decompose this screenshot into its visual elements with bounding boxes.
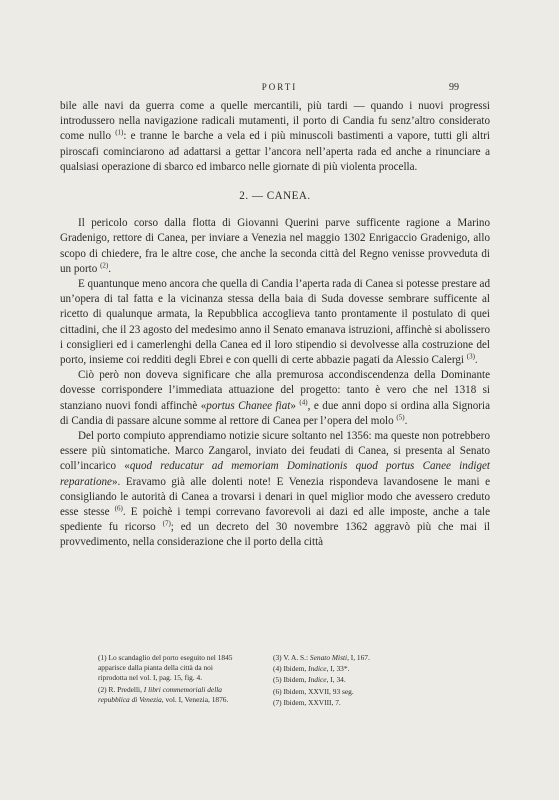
footnote-7 bbox=[273, 698, 473, 708]
footnote-mark: (7) bbox=[273, 697, 282, 707]
footnote-1 bbox=[98, 653, 233, 684]
footnote-ref: (4) bbox=[299, 397, 308, 406]
footnote-text: , I, 167. bbox=[347, 653, 370, 662]
footnote-text: , vol. I, Venezia, 1876. bbox=[161, 694, 229, 704]
footnote-ref: (2) bbox=[100, 261, 109, 270]
footnote-title: Indice bbox=[308, 664, 327, 674]
footnote-title: Senato Misti bbox=[309, 653, 348, 662]
paragraph-text: Ciò però non doveva significare che alla premurosa accondiscendenza della Dominante dovesse corrispondere l’immediata attuazione del progetto: tanto è vero che nel 1318 si stanziano nuovi fondi affinchè « bbox=[60, 369, 490, 412]
footnote-text: Ibidem, bbox=[283, 675, 309, 685]
footnote-text: , I, 34. bbox=[326, 675, 346, 685]
footnote-title: I libri commemoriali della repubblica di Venezia bbox=[98, 684, 223, 704]
paragraph-1 bbox=[60, 99, 490, 175]
footnote-text: Lo scandaglio del porto eseguito nel 1845 apparisce dalla pianta della città da noi riprodotta nel vol. I, pag. 15, fig. 4. bbox=[98, 653, 233, 683]
footnote-3 bbox=[273, 653, 473, 663]
paragraph-4 bbox=[60, 368, 490, 429]
page-number: 99 bbox=[449, 82, 459, 93]
footnote-text: , I, 33*. bbox=[326, 664, 350, 674]
paragraph-text: . bbox=[404, 414, 408, 427]
paragraph-text: ; ed un decreto del 30 novembre 1362 aggravò più che mai il provvedimento, nella considerazione che il porto della città bbox=[60, 521, 490, 549]
footnotes-right-column bbox=[273, 653, 473, 708]
footnote-mark: (3) bbox=[273, 653, 282, 662]
footnote-ref: (3) bbox=[466, 352, 475, 361]
paragraph-text: . bbox=[474, 354, 478, 367]
paragraph-text: E quantunque meno ancora che quella di Candia l’aperta rada di Canea si potesse prestare ad un’opera di tal fatta e la vicinanza stessa della baia di Suda dovesse sembrare sufficente al ricetto di qualunque armata, la Repubblica accoglieva tanto prontamente il postulato di quei cittadini, che il 23 agosto del medesimo anno il Senato emanava istruzioni, affinchè si abolissero i consiglieri ed i camerlenghi della Canea ed il loro stipendio si devolvesse alla costruzione del porto, insieme coi redditi degli Ebrei e con quelli di certe abbazie pagati da Alessio Calergi bbox=[60, 278, 490, 367]
paragraph-text: , e due anni dopo si ordina alla Signoria di Candia di passare alcune somme al rettore di Canea per l’opera del molo bbox=[60, 399, 490, 427]
footnote-mark: (1) bbox=[98, 653, 107, 662]
footnote-mark: (5) bbox=[273, 675, 282, 685]
footnote-ref: (5) bbox=[396, 413, 405, 422]
paragraph-3 bbox=[60, 277, 490, 368]
footnote-ref: (1) bbox=[115, 128, 124, 137]
footnote-mark: (6) bbox=[273, 686, 282, 696]
footnote-4 bbox=[273, 664, 473, 674]
footnote-5 bbox=[273, 675, 473, 685]
paragraph-text: Il pericolo corso dalla flotta di Giovanni Querini parve sufficente ragione a Marino Gradenigo, rettore di Canea, per inviare a Venezia nel maggio 1302 Enrigaccio Gradenigo, allo scopo di chiedere, fra le altre cose, che anche la seconda città del Regno venisse provveduta di un porto bbox=[60, 217, 490, 275]
paragraph-text: . bbox=[108, 262, 112, 275]
running-head bbox=[0, 82, 559, 96]
section-heading: 2. — CANEA. bbox=[239, 190, 311, 203]
footnote-text: Ibidem, bbox=[283, 664, 309, 674]
footnote-text: Ibidem, XXVII, 93 seg. bbox=[283, 686, 354, 696]
paragraph-text: : e tranne le barche a vela ed i più minuscoli bastimenti a vapore, tutti gli altri piroscafi cominciarono ad adattarsi a gettar l’ancora nell’aperta rada ed anche a rinunciare a qualsiasi operazione di sbarco ed imbarco nelle giornate di più violenta procella. bbox=[60, 130, 490, 173]
paragraph-text: Del porto compiuto apprendiamo notizie sicure soltanto nel 1356: ma queste non potrebbero essere più sintomatiche. Marco Zangarol, inviato dei feudati di Canea, si presenta al Senato coll’incarico « bbox=[60, 430, 490, 473]
footnote-mark: (4) bbox=[273, 664, 282, 674]
paragraph-text: bile alle navi da guerra come a quelle mercantili, più tardi — quando i nuovi progressi introdussero nella navigazione radicali mutamenti, il porto di Candia fu senz’altro considerato come nullo bbox=[60, 100, 490, 143]
footnote-6 bbox=[273, 687, 473, 697]
footnotes-left-column bbox=[98, 653, 233, 705]
footnote-text: Ibidem, XXVIII, 7. bbox=[283, 697, 341, 707]
paragraph-text: » bbox=[290, 399, 300, 412]
latin-quote: portus Chanee fiat bbox=[206, 399, 291, 412]
footnote-mark: (2) bbox=[98, 684, 107, 694]
footnote-text: R. Predelli, bbox=[108, 684, 144, 694]
footnote-ref: (6) bbox=[114, 504, 123, 513]
paragraph-5 bbox=[60, 429, 490, 551]
paragraph-text: ». Eravamo già alle dolenti note! E Venezia rispondeva lavandosene le mani e consigliando le autorità di Canea a trovarsi i denari in quel miglior modo che avessero creduto esse stesse bbox=[60, 475, 490, 519]
latin-quote: quod reducatur ad memoriam Dominationis quod portus Canee indiget reparatione bbox=[60, 460, 490, 488]
footnote-ref: (7) bbox=[162, 519, 171, 528]
running-head-title: PORTI bbox=[261, 82, 298, 92]
paragraph-text: . E poichè i tempi correvano favorevoli ai dazi ed alle imposte, anche a tale spediente fu ricorso bbox=[60, 506, 490, 534]
footnote-text: V. A. S.: bbox=[283, 653, 310, 662]
footnote-2 bbox=[98, 685, 233, 705]
body-text bbox=[60, 99, 490, 551]
footnote-title: Indice bbox=[308, 675, 327, 685]
paragraph-2 bbox=[60, 216, 490, 277]
